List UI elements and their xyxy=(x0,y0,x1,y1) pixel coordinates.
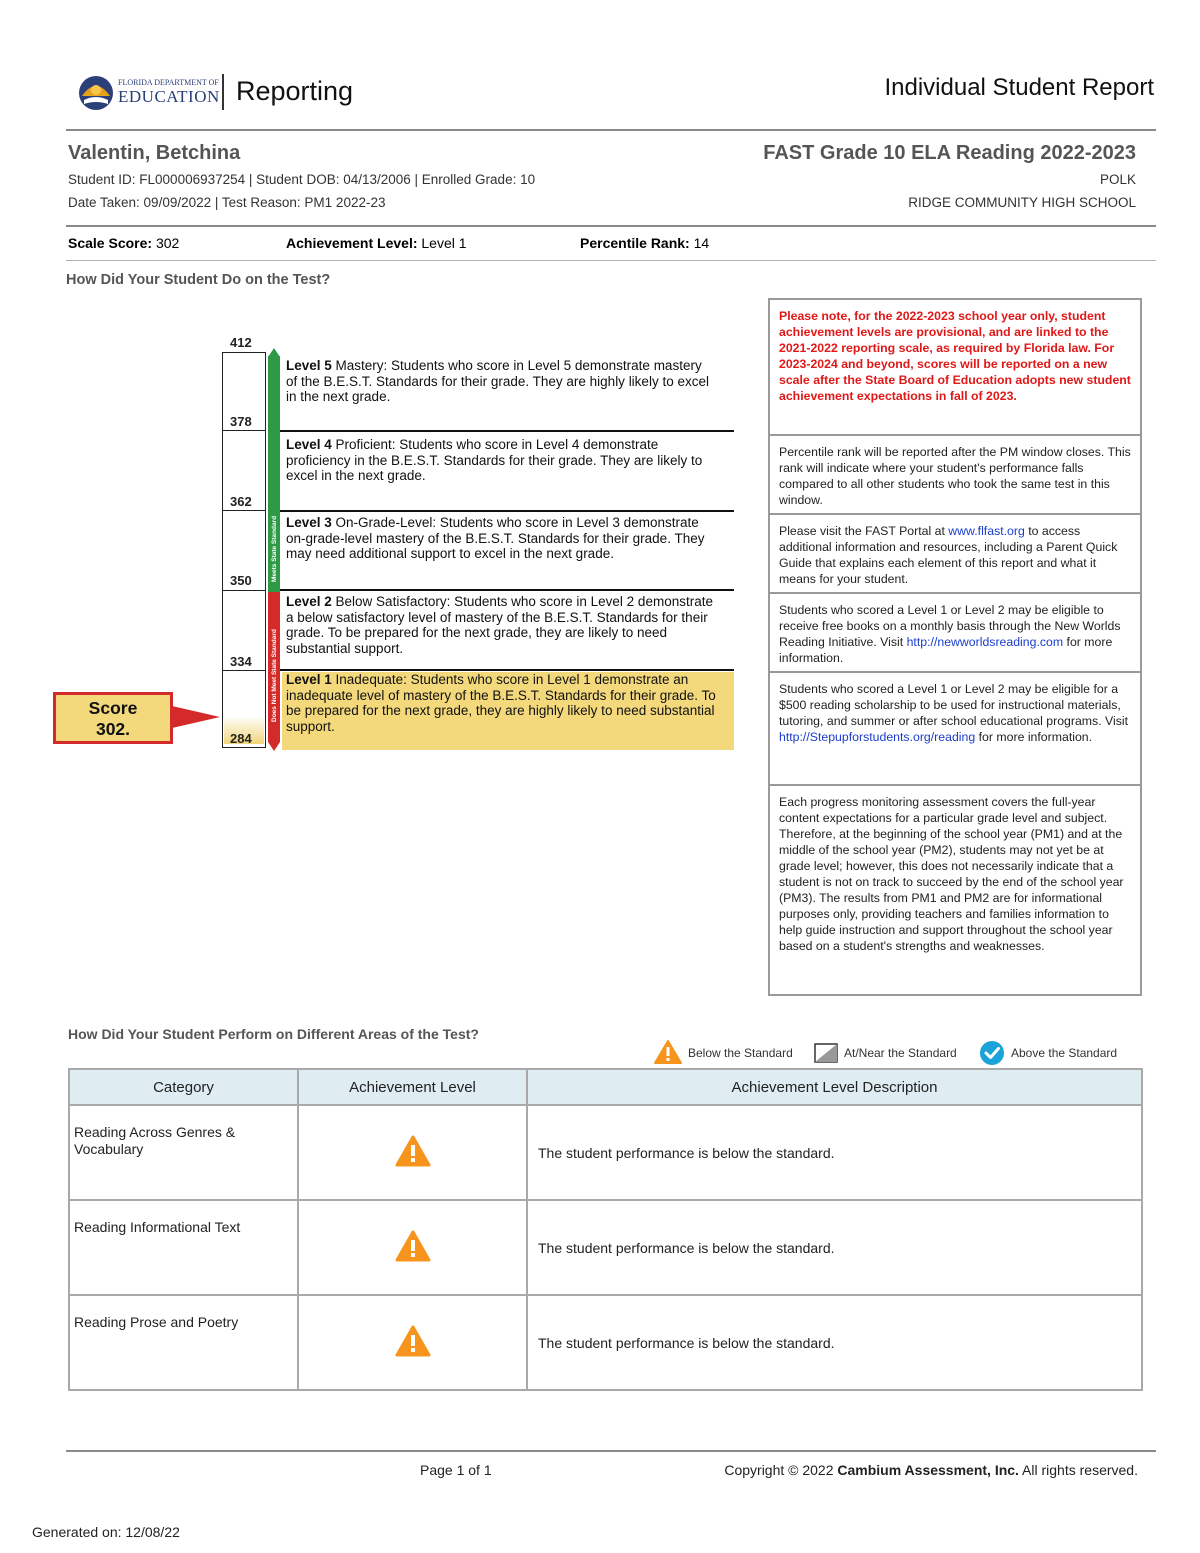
scores-divider xyxy=(66,260,1156,261)
scholarship-note xyxy=(768,671,1142,786)
areas-table xyxy=(68,1068,1143,1391)
level-divider xyxy=(280,430,734,432)
new-worlds-text-2: for more information. xyxy=(779,635,1113,665)
copyright-text: Copyright © 2022 xyxy=(724,1462,838,1478)
new-worlds-link[interactable]: http://newworldsreading.com xyxy=(906,635,1064,649)
score-callout-label: Score xyxy=(88,698,138,718)
legend-above-label: Above the Standard xyxy=(1011,1046,1118,1060)
student-name: Valentin, Betchina xyxy=(68,142,241,164)
score-callout xyxy=(53,692,173,744)
meets-standard-label: Meets State Standard xyxy=(271,515,278,582)
description-cell: The student performance is below the standard. xyxy=(527,1295,1142,1390)
portal-note xyxy=(768,513,1142,594)
level4-text: Proficient: Students who score in Level 4 demonstrate proficiency in the B.E.S.T. Standards for their grade. They are likely to excel in the next grade. xyxy=(286,437,703,483)
column-header: Achievement Level xyxy=(298,1069,527,1105)
achievement-level-cell xyxy=(298,1105,527,1200)
level-divider xyxy=(280,589,734,591)
new-worlds-text: Students who scored a Level 1 or Level 2 may be eligible to receive free books on a monthly basis through the New Worlds Reading Initiative. Visit xyxy=(779,603,1121,649)
not-meets-bar-arrow xyxy=(268,742,280,751)
test-name: FAST Grade 10 ELA Reading 2022-2023 xyxy=(763,142,1136,164)
level3-title: Level 3 xyxy=(286,515,332,530)
level2-description xyxy=(286,594,716,656)
level2-title: Level 2 xyxy=(286,594,332,609)
level5-description xyxy=(286,358,716,405)
section1-title: How Did Your Student Do on the Test? xyxy=(66,272,331,288)
progress-monitoring-note: Each progress monitoring assessment covers the full-year content expectations for a particular grade level and subject. Therefore, at the beginning of the school year (PM1) and at the middle of the school year (PM2), students may not yet be at grade level; however, this does not necessarily indicate that a student is not on track to succeed by the end of the school year (PM3). The results from PM1 and PM2 are for informational purposes only, providing teachers and families information to help guide instruction and support throughout the school year based on a student's strengths and weaknesses. xyxy=(768,784,1142,996)
fdoe-logo xyxy=(76,70,226,116)
percentile-rank-value: 14 xyxy=(693,235,710,251)
at-near-standard-icon xyxy=(814,1043,838,1068)
legend-at-near-label: At/Near the Standard xyxy=(844,1046,957,1060)
portal-note-text: Please visit the FAST Portal at xyxy=(779,524,949,538)
logo-top-text: FLORIDA DEPARTMENT OF xyxy=(118,78,219,87)
achievement-level-label: Achievement Level: xyxy=(286,235,418,251)
level1-description xyxy=(286,672,716,734)
scale-number: 378 xyxy=(230,414,252,429)
table-row xyxy=(69,1295,1142,1390)
district: POLK xyxy=(1099,172,1136,187)
table-row xyxy=(69,1200,1142,1295)
scale-score-value: 302 xyxy=(155,235,180,251)
scale-number: 362 xyxy=(230,494,252,509)
level3-description xyxy=(286,515,716,562)
copyright-rights: All rights reserved. xyxy=(1018,1462,1138,1478)
category-cell: Reading Across Genres & Vocabulary xyxy=(69,1105,298,1200)
app-title: Reporting xyxy=(236,76,354,106)
report-title: Individual Student Report xyxy=(884,74,1154,101)
new-worlds-note xyxy=(768,592,1142,673)
scale-score-label: Scale Score: xyxy=(68,235,153,251)
footer-divider xyxy=(66,1450,1156,1452)
portal-note-text-2: to access additional information and resources, including a Parent Quick Guide that explains each element of this report and what it means for your student. xyxy=(779,524,1118,586)
achievement-level-cell xyxy=(298,1200,527,1295)
student-id-line: Student ID: FL000006937254 | Student DOB: 04/13/2006 | Enrolled Grade: 10 xyxy=(68,172,536,187)
percentile-note: Percentile rank will be reported after the PM window closes. This rank will indicate where your student's performance falls compared to all other students who took the same test in this window. xyxy=(768,434,1142,515)
table-header-row xyxy=(69,1069,1142,1105)
level4-title: Level 4 xyxy=(286,437,332,452)
scale-score xyxy=(68,235,179,251)
scale-number: 284 xyxy=(230,731,252,746)
score-callout-value: 302. xyxy=(95,719,131,739)
level3-text: On-Grade-Level: Students who score in Level 3 demonstrate on-grade-level mastery of the B.E.S.T. Standards for their grade. They may need additional support to excel in the next grade. xyxy=(286,515,705,561)
level5-title: Level 5 xyxy=(286,358,332,373)
achievement-level-cell xyxy=(298,1295,527,1390)
description-cell: The student performance is below the standard. xyxy=(527,1105,1142,1200)
provisional-note: Please note, for the 2022-2023 school year only, student achievement levels are provisional, and are linked to the 2021-2022 reporting scale, as required by Florida law. For 2023-2024 and beyond, scores will be reported on a new scale after the State Board of Education adopts new student achievement expectations in fall of 2023. xyxy=(768,298,1142,436)
generated-date: Generated on: 12/08/22 xyxy=(32,1524,180,1540)
scholarship-link[interactable]: http://Stepupforstudents.org/reading xyxy=(779,730,976,744)
category-cell: Reading Prose and Poetry xyxy=(69,1295,298,1390)
column-header: Achievement Level Description xyxy=(527,1069,1142,1105)
percentile-rank xyxy=(580,235,709,251)
level-divider xyxy=(280,669,734,671)
level1-text: Inadequate: Students who score in Level 1 demonstrate an inadequate level of mastery of the B.E.S.T. Standards for their grade. To be prepared for the next grade, they are highly likely to need substantial support. xyxy=(286,672,716,734)
warning-icon xyxy=(654,1040,682,1069)
description-cell: The student performance is below the standard. xyxy=(527,1200,1142,1295)
check-circle-icon xyxy=(979,1040,1005,1071)
level-divider xyxy=(280,510,734,512)
column-header: Category xyxy=(69,1069,298,1105)
school: RIDGE COMMUNITY HIGH SCHOOL xyxy=(908,195,1136,210)
scale-number: 334 xyxy=(230,654,252,669)
date-taken-line: Date Taken: 09/09/2022 | Test Reason: PM1 2022-23 xyxy=(68,195,386,210)
info-divider xyxy=(66,225,1156,227)
portal-link[interactable]: www.flfast.org xyxy=(948,524,1025,538)
percentile-rank-label: Percentile Rank: xyxy=(580,235,690,251)
copyright xyxy=(724,1462,1138,1478)
section2-title: How Did Your Student Perform on Different Areas of the Test? xyxy=(68,1026,479,1042)
achievement-level xyxy=(286,235,467,251)
achievement-level-value: Level 1 xyxy=(421,235,467,251)
scholarship-text: Students who scored a Level 1 or Level 2 may be eligible for a $500 reading scholarship to be used for instructional materials, tutoring, and summer or after school educational programs. Visit xyxy=(779,682,1129,728)
level5-text: Mastery: Students who score in Level 5 demonstrate mastery of the B.E.S.T. Standards for their grade. They are highly likely to excel in the next grade. xyxy=(286,358,709,404)
not-meets-standard-label: Does Not Meet State Standard xyxy=(271,629,278,722)
warning-icon xyxy=(395,1154,431,1170)
score-pointer-arrow xyxy=(172,706,220,728)
warning-icon xyxy=(395,1344,431,1360)
logo-divider xyxy=(222,74,224,110)
scholarship-text-2: for more information. xyxy=(975,730,1093,744)
level1-title: Level 1 xyxy=(286,672,332,687)
copyright-company: Cambium Assessment, Inc. xyxy=(837,1462,1019,1478)
scale-number: 350 xyxy=(230,573,252,588)
table-row xyxy=(69,1105,1142,1200)
level2-text: Below Satisfactory: Students who score in Level 2 demonstrate a below satisfactory level of mastery of the B.E.S.T. Standards for their grade. To be prepared for the next grade, they are likely to need substantial support. xyxy=(286,594,713,656)
header-divider xyxy=(66,129,1156,131)
level4-description xyxy=(286,437,716,484)
legend-below-label: Below the Standard xyxy=(688,1046,793,1060)
category-cell: Reading Informational Text xyxy=(69,1200,298,1295)
page-number: Page 1 of 1 xyxy=(420,1462,492,1478)
warning-icon xyxy=(395,1249,431,1265)
scale-number: 412 xyxy=(230,335,252,350)
logo-main-text: EDUCATION xyxy=(118,87,220,106)
